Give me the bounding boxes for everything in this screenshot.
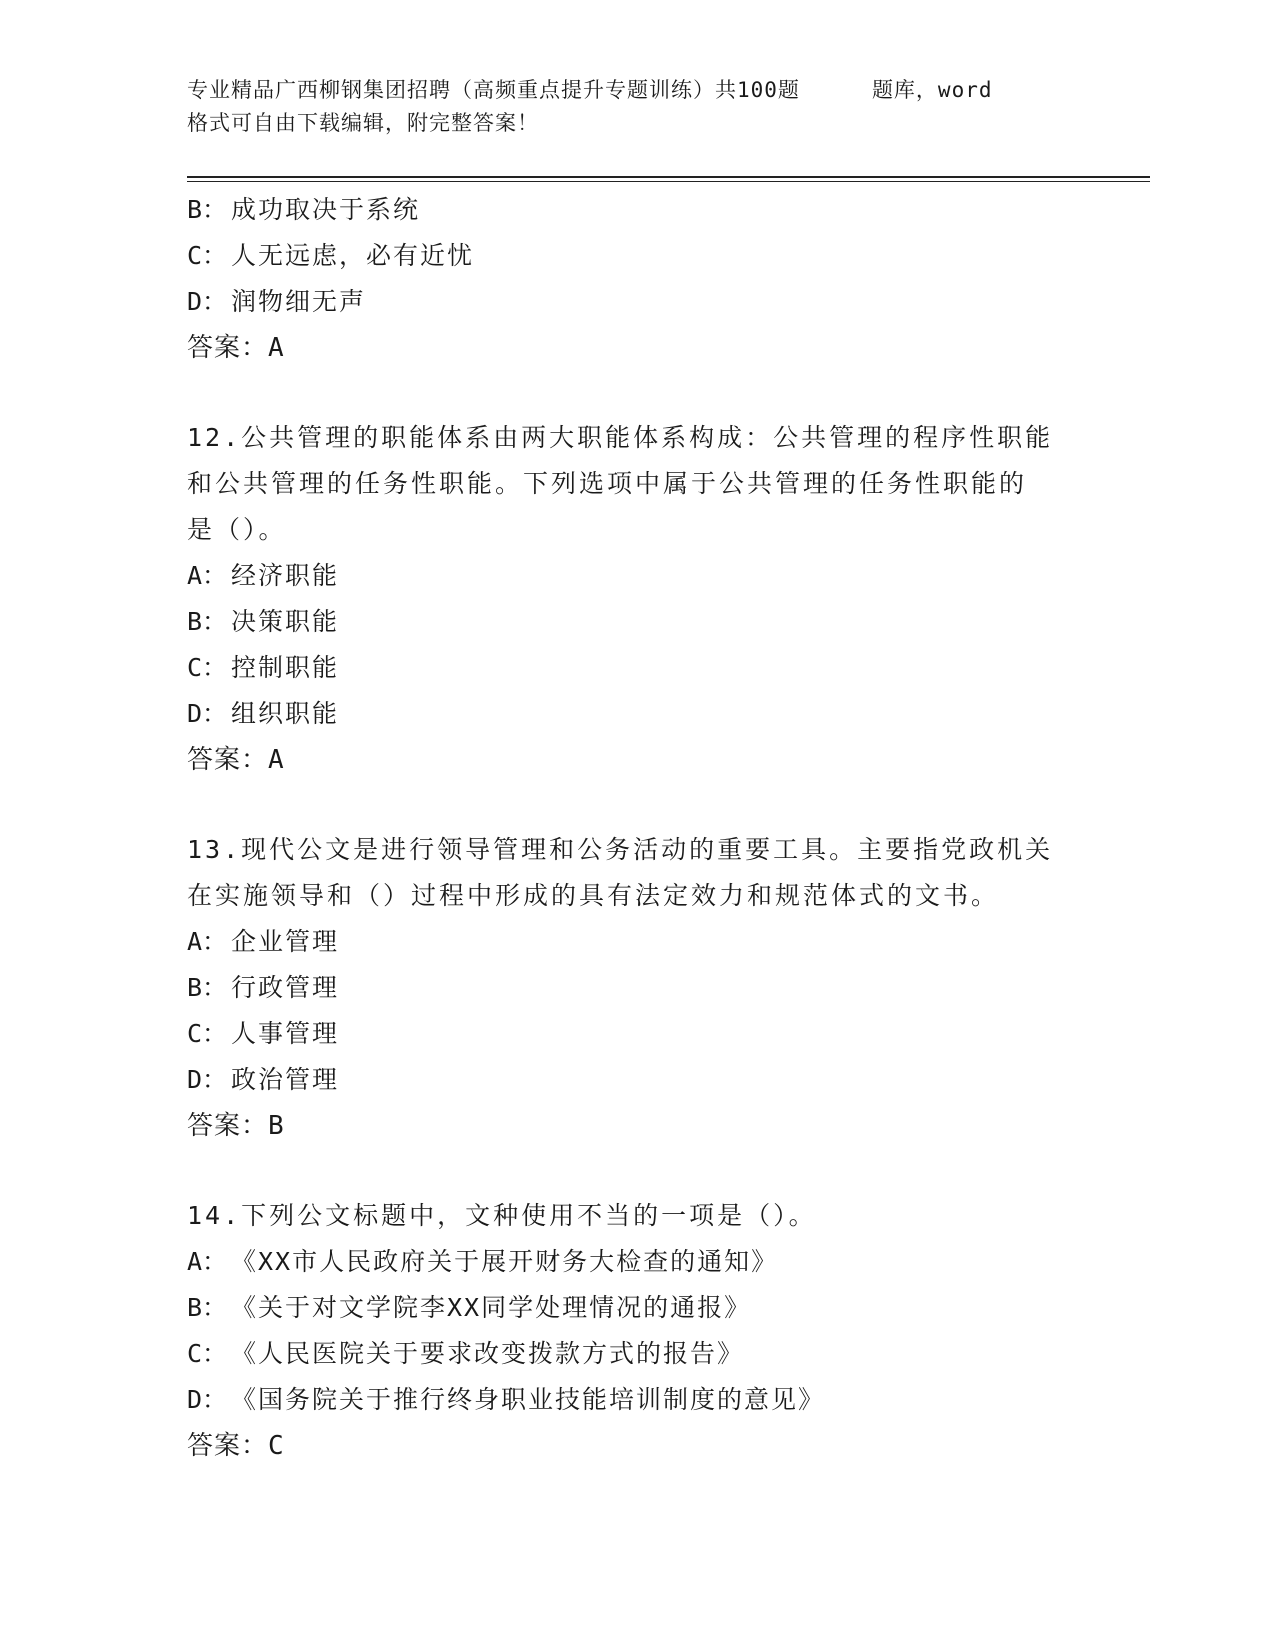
header-line-2: 格式可自由下载编辑，附完整答案！ [187, 111, 539, 135]
option-d: D： 组织职能 [187, 699, 340, 728]
question-stem-line: 和公共管理的任务性职能。下列选项中属于公共管理的任务性职能的 [187, 469, 1028, 498]
option-d: D： 润物细无声 [187, 287, 367, 316]
question-12 [187, 415, 1087, 783]
option-b: B： 成功取决于系统 [187, 195, 421, 224]
header-title: 专业精品广西柳钢集团招聘（高频重点提升专题训练）共100题 [187, 78, 800, 102]
option-d: D： 《国务院关于推行终身职业技能培训制度的意见》 [187, 1385, 826, 1414]
question-stem-line: 12.公共管理的职能体系由两大职能体系构成：公共管理的程序性职能 [187, 423, 1054, 452]
option-a: A： 企业管理 [187, 927, 340, 956]
option-c: C： 控制职能 [187, 653, 340, 682]
header-rule [187, 176, 1150, 178]
question-stem-line: 是（）。 [187, 515, 287, 544]
answer-line: 答案：A [187, 745, 285, 775]
question-stem-line: 13.现代公文是进行领导管理和公务活动的重要工具。主要指党政机关 [187, 835, 1054, 864]
answer-line: 答案：C [187, 1431, 285, 1461]
answer-line: 答案：A [187, 333, 285, 363]
option-c: C： 人事管理 [187, 1019, 340, 1048]
header-line-1 [187, 74, 1087, 107]
option-d: D： 政治管理 [187, 1065, 340, 1094]
question-13 [187, 827, 1087, 1149]
question-list [187, 187, 1087, 1469]
option-c: C： 人无远虑，必有近忧 [187, 241, 475, 270]
option-b: B： 行政管理 [187, 973, 340, 1002]
option-b: B： 《关于对文学院李XX同学处理情况的通报》 [187, 1293, 752, 1322]
question-stem-line: 在实施领导和（）过程中形成的具有法定效力和规范体式的文书。 [187, 881, 1000, 910]
option-a: A： 经济职能 [187, 561, 340, 590]
option-b: B： 决策职能 [187, 607, 340, 636]
header-rule-thin [187, 181, 1150, 182]
question-11-tail [187, 187, 1087, 371]
answer-line: 答案：B [187, 1111, 285, 1141]
header-title-tail: 题库，word [871, 78, 993, 102]
question-14 [187, 1193, 1087, 1469]
question-stem-line: 14.下列公文标题中，文种使用不当的一项是（）。 [187, 1201, 817, 1230]
option-a: A： 《XX市人民政府关于展开财务大检查的通知》 [187, 1247, 779, 1276]
option-c: C： 《人民医院关于要求改变拨款方式的报告》 [187, 1339, 745, 1368]
page-header [187, 74, 1087, 140]
